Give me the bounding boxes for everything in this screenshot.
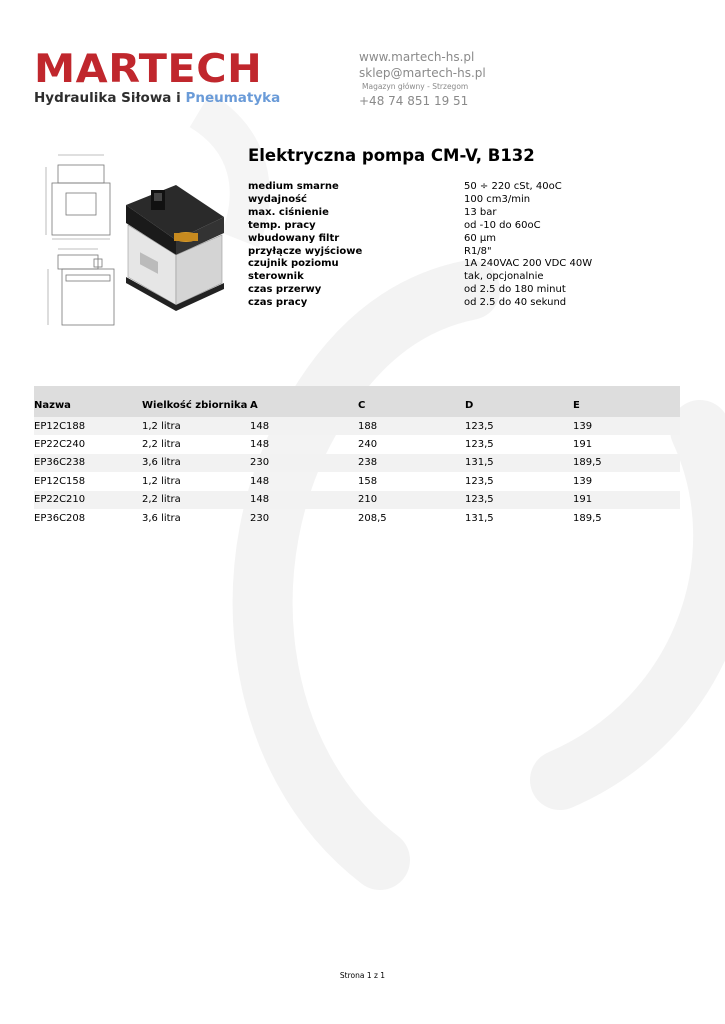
table-cell: 240 (358, 439, 378, 451)
company-logo (34, 47, 281, 106)
spec-label: czas przerwy (248, 284, 322, 296)
table-row (34, 454, 680, 472)
product-title: Elektryczna pompa CM-V, B132 (248, 146, 535, 165)
variants-table (34, 386, 680, 527)
table-cell: EP22C240 (34, 439, 86, 451)
table-cell: 230 (250, 457, 270, 469)
table-cell: 148 (250, 439, 270, 451)
table-header-row (34, 386, 680, 417)
spec-row (248, 271, 688, 284)
spec-row (248, 297, 688, 310)
table-cell: 191 (573, 439, 593, 451)
spec-value: R1/8" (464, 245, 492, 257)
spec-row (248, 284, 688, 297)
table-cell: 3,6 litra (142, 457, 181, 469)
spec-row (248, 207, 688, 220)
spec-label: temp. pracy (248, 219, 316, 231)
table-cell: 148 (250, 475, 270, 487)
spec-label: wydajność (248, 193, 307, 205)
table-cell: 189,5 (573, 457, 602, 469)
spec-label: medium smarne (248, 181, 339, 192)
table-cell: 230 (250, 512, 270, 524)
spec-label: czas pracy (248, 297, 308, 309)
spec-value: od 2.5 do 180 minut (464, 284, 566, 296)
spec-value: 13 bar (464, 206, 497, 218)
column-header: E (573, 400, 580, 411)
table-cell: 1,2 litra (142, 420, 181, 432)
table-row (34, 417, 680, 435)
table-cell: 238 (358, 457, 378, 469)
column-header: Wielkość zbiornika (142, 400, 248, 411)
spec-label: sterownik (248, 271, 304, 283)
table-cell: 123,5 (465, 494, 494, 506)
table-cell: EP12C158 (34, 475, 86, 487)
spec-value: tak, opcjonalnie (464, 271, 544, 283)
table-row (34, 509, 680, 527)
email-link[interactable]: sklep@martech-hs.pl (359, 66, 486, 80)
table-row (34, 435, 680, 453)
spec-value: od 2.5 do 40 sekund (464, 297, 567, 309)
table-cell: EP36C238 (34, 457, 86, 469)
spec-value: 50 ÷ 220 cSt, 40oC (464, 181, 562, 192)
table-cell: 2,2 litra (142, 494, 181, 506)
logo-tagline-part2: Pneumatyka (185, 90, 281, 106)
table-cell: 123,5 (465, 475, 494, 487)
spec-row (248, 194, 688, 207)
table-cell: EP22C210 (34, 494, 86, 506)
column-header: Nazwa (34, 400, 71, 411)
table-cell: 148 (250, 494, 270, 506)
warehouse-label: Magazyn główny - Strzegom (362, 82, 469, 91)
table-cell: 131,5 (465, 457, 494, 469)
phone-number: +48 74 851 19 51 (359, 94, 469, 108)
table-cell: 139 (573, 475, 593, 487)
table-cell: 191 (573, 494, 593, 506)
spec-row (248, 258, 688, 271)
contact-info (359, 49, 486, 109)
table-cell: 210 (358, 494, 378, 506)
spec-value: 1A 240VAC 200 VDC 40W (464, 258, 593, 270)
spec-value: od -10 do 60oC (464, 219, 541, 231)
table-cell: 208,5 (358, 512, 387, 524)
spec-row (248, 181, 688, 194)
table-cell: 1,2 litra (142, 475, 181, 487)
logo-brand-text: MARTECH (34, 47, 263, 92)
table-cell: EP12C188 (34, 420, 86, 432)
table-row (34, 472, 680, 490)
table-cell: 189,5 (573, 512, 602, 524)
table-cell: 123,5 (465, 420, 494, 432)
logo-tagline-part1: Hydraulika Siłowa i (34, 90, 186, 106)
table-row (34, 491, 680, 509)
table-cell: 158 (358, 475, 378, 487)
page-number: Strona 1 z 1 (339, 971, 386, 980)
spec-label: czujnik poziomu (248, 258, 339, 270)
table-cell: 139 (573, 420, 593, 432)
table-cell: 2,2 litra (142, 439, 181, 451)
column-header: A (250, 400, 258, 411)
column-header: D (465, 400, 474, 411)
table-cell: 123,5 (465, 439, 494, 451)
spec-label: przyłącze wyjściowe (248, 245, 363, 257)
spec-value: 100 cm3/min (464, 193, 531, 205)
spec-row (248, 246, 688, 259)
website-link[interactable]: www.martech-hs.pl (359, 50, 475, 64)
lubrication-pump-drawing-icon (36, 145, 231, 330)
table-cell: 3,6 litra (142, 512, 181, 524)
spec-list (248, 181, 688, 310)
spec-row (248, 233, 688, 246)
spec-label: max. ciśnienie (248, 206, 329, 218)
column-header: C (358, 400, 366, 411)
logo-tagline (34, 90, 281, 106)
spec-row (248, 220, 688, 233)
spec-label: wbudowany filtr (248, 232, 340, 244)
table-cell: EP36C208 (34, 512, 86, 524)
table-cell: 188 (358, 420, 378, 432)
table-cell: 131,5 (465, 512, 494, 524)
spec-value: 60 µm (464, 232, 497, 244)
table-cell: 148 (250, 420, 270, 432)
